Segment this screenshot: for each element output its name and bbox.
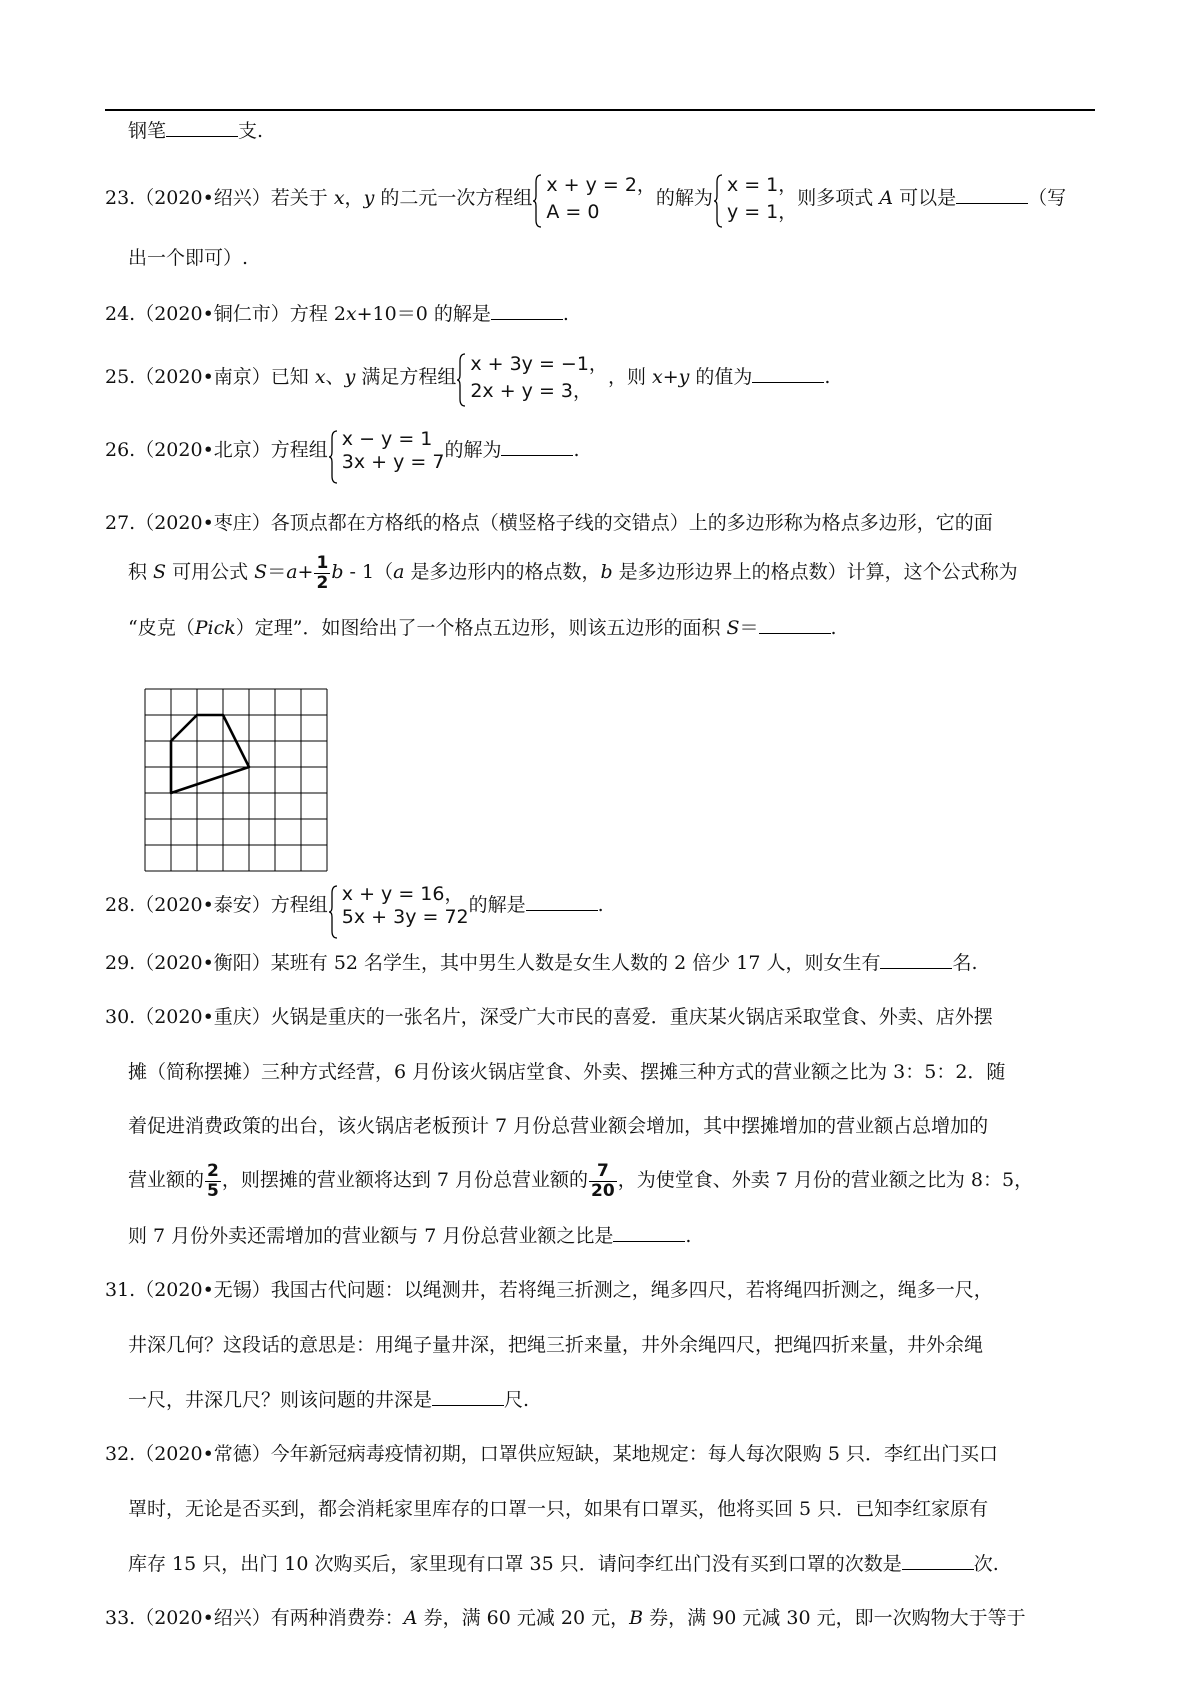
answer-blank[interactable] (759, 613, 831, 634)
question-30-line2: 摊（简称摆摊）三种方式经营，6 月份该火锅店堂食、外卖、摆摊三种方式的营业额之比为 3：5：2．随 (128, 1061, 1006, 1083)
question-27-line3: “皮克（Pick）定理”．如图给出了一个格点五边形，则该五边形的面积 S＝ . (128, 613, 837, 642)
question-31-line3: 一尺，井深几尺？则该问题的井深是 尺. (128, 1385, 529, 1414)
grid-pentagon-figure (143, 687, 333, 877)
fraction-seven-twentieths: $\frac{7}{20}$ (591, 1160, 615, 1201)
header-rule (105, 109, 1095, 111)
question-27: 27.（2020•枣庄）各顶点都在方格纸的格点（横竖格子线的交错点）上的多边形称为格点多边形，它的面 (105, 512, 993, 534)
question-31-line2: 井深几何？这段话的意思是：用绳子量井深，把绳三折来量，井外余绳四尺，把绳四折来量，井外余绳 (128, 1334, 984, 1356)
equation-system: x − y = 1 3x + y = 7 (328, 428, 445, 474)
answer-blank[interactable] (432, 1385, 504, 1406)
answer-blank[interactable] (880, 948, 952, 969)
answer-blank[interactable] (491, 299, 563, 320)
question-30-line4: 营业额的 $\frac{2}{5}$ ，则摆摊的营业额将达到 7 月份总营业额的 $\frac{7}{20}$ ，为使堂食、外卖 7 月份的营业额之比为 8：5， (128, 1160, 1034, 1201)
answer-blank[interactable] (956, 183, 1028, 204)
equation-system: x + 3y = −1， 2x + y = 3， (456, 351, 608, 405)
question-31: 31.（2020•无锡）我国古代问题：以绳测井，若将绳三折测之，绳多四尺，若将绳四折测之，绳多一尺， (105, 1279, 993, 1301)
answer-blank[interactable] (902, 1549, 974, 1570)
equation-system: x + y = 2， A = 0 (532, 172, 656, 226)
question-30: 30.（2020•重庆）火锅是重庆的一张名片，深受广大市民的喜爱．重庆某火锅店采取堂食、外卖、店外摆 (105, 1006, 993, 1028)
equation-system: x + y = 16， 5x + 3y = 72 (328, 883, 469, 929)
answer-blank[interactable] (166, 116, 238, 137)
fraction-two-fifths: $\frac{2}{5}$ (207, 1160, 219, 1201)
answer-blank[interactable] (526, 890, 598, 911)
fraction-one-half: $\frac{1}{2}$ (316, 552, 329, 593)
solution-system: x = 1， y = 1， (713, 172, 797, 226)
question-32-line3: 库存 15 只，出门 10 次购买后，家里现有口罩 35 只．请问李红出门没有买到口罩的次数是 次. (128, 1549, 999, 1578)
question-33: 33.（2020•绍兴）有两种消费券：A 券，满 60 元减 20 元，B 券，满 90 元减 30 元，即一次购物大于等于 (105, 1607, 1026, 1629)
question-30-line3: 着促进消费政策的出台，该火锅店老板预计 7 月份总营业额会增加，其中摆摊增加的营业额占总增加的 (128, 1115, 989, 1137)
continuation-line: 钢笔 支. (128, 116, 263, 145)
answer-blank[interactable] (752, 362, 824, 383)
question-32: 32.（2020•常德）今年新冠病毒疫情初期，口罩供应短缺，某地规定：每人每次限购 5 只．李红出门买口 (105, 1443, 998, 1465)
answer-blank[interactable] (613, 1221, 685, 1242)
question-27-line2: 积 S 可用公式 S＝a+ $\frac{1}{2}$ b - 1（a 是多边形内的格点数，b 是多边形边界上的格点数）计算，这个公式称为 (128, 552, 1018, 593)
lattice-pentagon (171, 715, 249, 793)
question-30-line5: 则 7 月份外卖还需增加的营业额与 7 月份总营业额之比是 . (128, 1221, 691, 1250)
question-24: 24.（2020•铜仁市）方程 2x+10＝0 的解是 . (105, 299, 569, 328)
question-29: 29.（2020•衡阳）某班有 52 名学生，其中男生人数是女生人数的 2 倍少 17 人，则女生有 名. (105, 948, 978, 977)
answer-blank[interactable] (501, 435, 573, 456)
question-23: 23.（2020•绍兴）若关于 x，y 的二元一次方程组 x + y = 2， A = 0的解为 x = 1， y = 1，则多项式 A 可以是 （写 (105, 171, 1066, 226)
question-23-cont: 出一个即可）. (128, 247, 249, 269)
question-25: 25.（2020•南京）已知 x、y 满足方程组 x + 3y = −1， 2x + y = 3，，则 x+y 的值为 . (105, 350, 830, 405)
question-32-line2: 罩时，无论是否买到，都会消耗家里库存的口罩一只，如果有口罩买，他将买回 5 只．已知李红家原有 (128, 1498, 989, 1520)
question-26: 26.（2020•北京）方程组 x − y = 1 3x + y = 7的解为 . (105, 425, 580, 475)
question-28: 28.（2020•泰安）方程组 x + y = 16， 5x + 3y = 72的解是 . (105, 880, 604, 930)
